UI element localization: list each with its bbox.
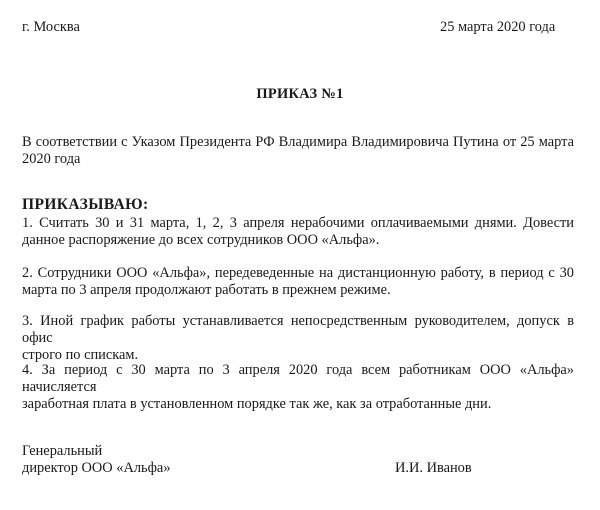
order-item-4 [22, 362, 574, 413]
order-item-3 [22, 313, 574, 364]
order-item-4-line-1: 4. За период с 30 марта по 3 апреля 2020 года всем работникам ООО «Альфа» начисляется [22, 362, 574, 395]
order-item-3-line-2: строго по спискам. [22, 347, 139, 363]
document-date: 25 марта 2020 года [440, 19, 556, 35]
document-city: г. Москва [22, 19, 80, 35]
order-heading: ПРИКАЗЫВАЮ: [22, 196, 149, 213]
signatory-title-line-2: директор ООО «Альфа» [22, 460, 171, 476]
preamble-line-1: В соответствии с Указом Президента РФ Владимира Владимировича Путина от 25 марта [22, 134, 574, 150]
order-item-1-line-1: 1. Считать 30 и 31 марта, 1, 2, 3 апреля нерабочими оплачиваемыми днями. Довести [22, 215, 574, 231]
preamble-line-2: 2020 года [22, 151, 81, 167]
order-item-3-line-1: 3. Иной график работы устанавливается непосредственным руководителем, допуск в офис [22, 313, 574, 346]
signatory-name: И.И. Иванов [395, 460, 472, 476]
order-item-2 [22, 265, 574, 299]
order-item-1 [22, 215, 574, 249]
order-item-4-line-2: заработная плата в установленном порядке так же, как за отработанные дни. [22, 396, 492, 412]
document-title: ПРИКАЗ №1 [256, 86, 344, 102]
order-item-2-line-2: марта по 3 апреля продолжают работать в прежнем режиме. [22, 282, 391, 298]
order-item-2-line-1: 2. Сотрудники ООО «Альфа», передеведенные на дистанционную работу, в период с 30 [22, 265, 574, 281]
signatory-title-line-1: Генеральный [22, 443, 103, 459]
preamble-paragraph [22, 134, 574, 168]
order-item-1-line-2: данное распоряжение до всех сотрудников ООО «Альфа». [22, 232, 380, 248]
